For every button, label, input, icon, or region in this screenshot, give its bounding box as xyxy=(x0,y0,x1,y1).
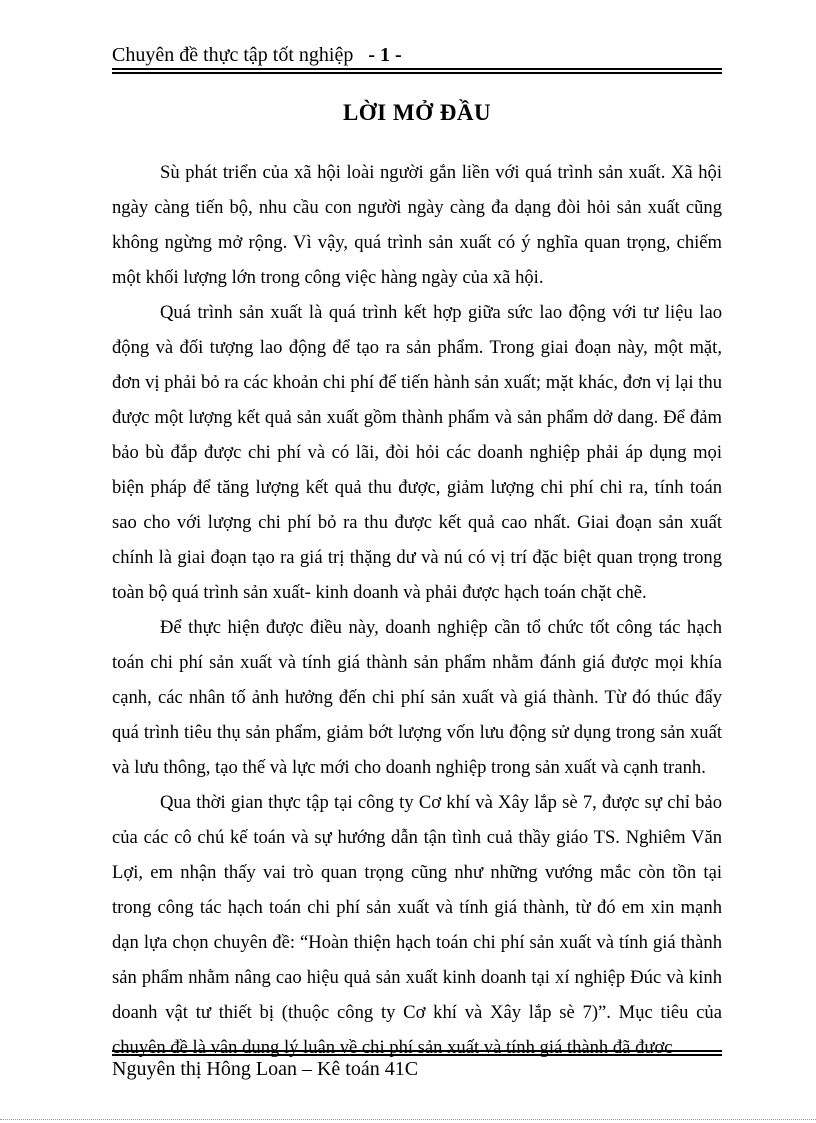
page-heading: LỜI MỞ ĐẦU xyxy=(342,100,492,125)
page-number: - 1 - xyxy=(368,44,402,66)
header-divider xyxy=(112,68,722,74)
paragraph-3: Để thực hiện được điều này, doanh nghiệp cần tổ chức tốt công tác hạch toán chi phí sản xuất và tính giá thành sản phẩm nhằm đánh giá được mọi khía cạnh, các nhân tố ảnh hưởng đến chi phí sản xuất và giá thành. Từ đó thúc đẩy quá trình tiêu thụ sản phẩm, giảm bớt lượng vốn lưu động sử dụng trong sản xuất và lưu thông, tạo thế và lực mới cho doanh nghiệp trong sản xuất và cạnh tranh. xyxy=(112,617,722,778)
running-header xyxy=(112,42,722,68)
paragraph-2: Quá trình sản xuất là quá trình kết hợp giữa sức lao động với tư liệu lao động và đối tượng lao động để tạo ra sản phẩm. Trong giai đoạn này, một mặt, đơn vị phải bỏ ra các khoản chi phí để tiến hành sản xuất; mặt khác, đơn vị lại thu được một lượng kết quả sản xuất gồm thành phẩm và sản phẩm dở dang. Để đảm bảo bù đắp được chi phí và có lãi, đòi hỏi các doanh nghiệp phải áp dụng mọi biện pháp để tăng lượng kết quả thu được, giảm lượng chi phí chi ra, tính toán sao cho với lượng chi phí bỏ ra thu được kết quả cao nhất. Giai đoạn sản xuất chính là giai đoạn tạo ra giá trị thặng dư và nú có vị trí đặc biệt quan trọng trong toàn bộ quá trình sản xuất- kinh doanh và phải được hạch toán chặt chẽ. xyxy=(112,302,722,603)
page-bottom-edge xyxy=(0,1119,816,1120)
paragraph-4: Qua thời gian thực tập tại công ty Cơ khí và Xây lắp sè 7, được sự chỉ bảo của các cô chú kế toán và sự hướng dẫn tận tình cuả thầy giáo TS. Nghiêm Văn Lợi, em nhận thấy vai trò quan trọng cũng như những vướng mắc còn tồn tại trong công tác hạch toán chi phí sản xuất và tính giá thành, từ đó em xin mạnh dạn lựa chọn chuyên đề: “Hoàn thiện hạch toán chi phí sản xuất và tính giá thành sản phẩm nhằm nâng cao hiệu quả sản xuất kinh doanh tại xí nghiệp Đúc và kinh doanh vật tư thiết bị (thuộc công ty Cơ khí và Xây lắp sè 7)”. Mục tiêu của chuyên đề là vận dụng lý luận về chi phí sản xuất và tính giá thành đã được xyxy=(112,792,722,1058)
document-body xyxy=(112,155,722,1065)
running-footer: Nguyên thị Hông Loan – Kê toán 41C xyxy=(112,1058,419,1080)
footer-divider xyxy=(112,1050,722,1056)
paragraph-1: Sù phát triển của xã hội loài người gắn liền với quá trình sản xuất. Xã hội ngày càng tiến bộ, nhu cầu con người ngày càng đa dạng đòi hỏi sản xuất cũng không ngừng mở rộng. Vì vậy, quá trình sản xuất có ý nghĩa quan trọng, chiếm một khối lượng lớn trong công việc hàng ngày của xã hội. xyxy=(112,162,722,288)
header-title: Chuyên đề thực tập tốt nghiệp xyxy=(112,44,354,66)
